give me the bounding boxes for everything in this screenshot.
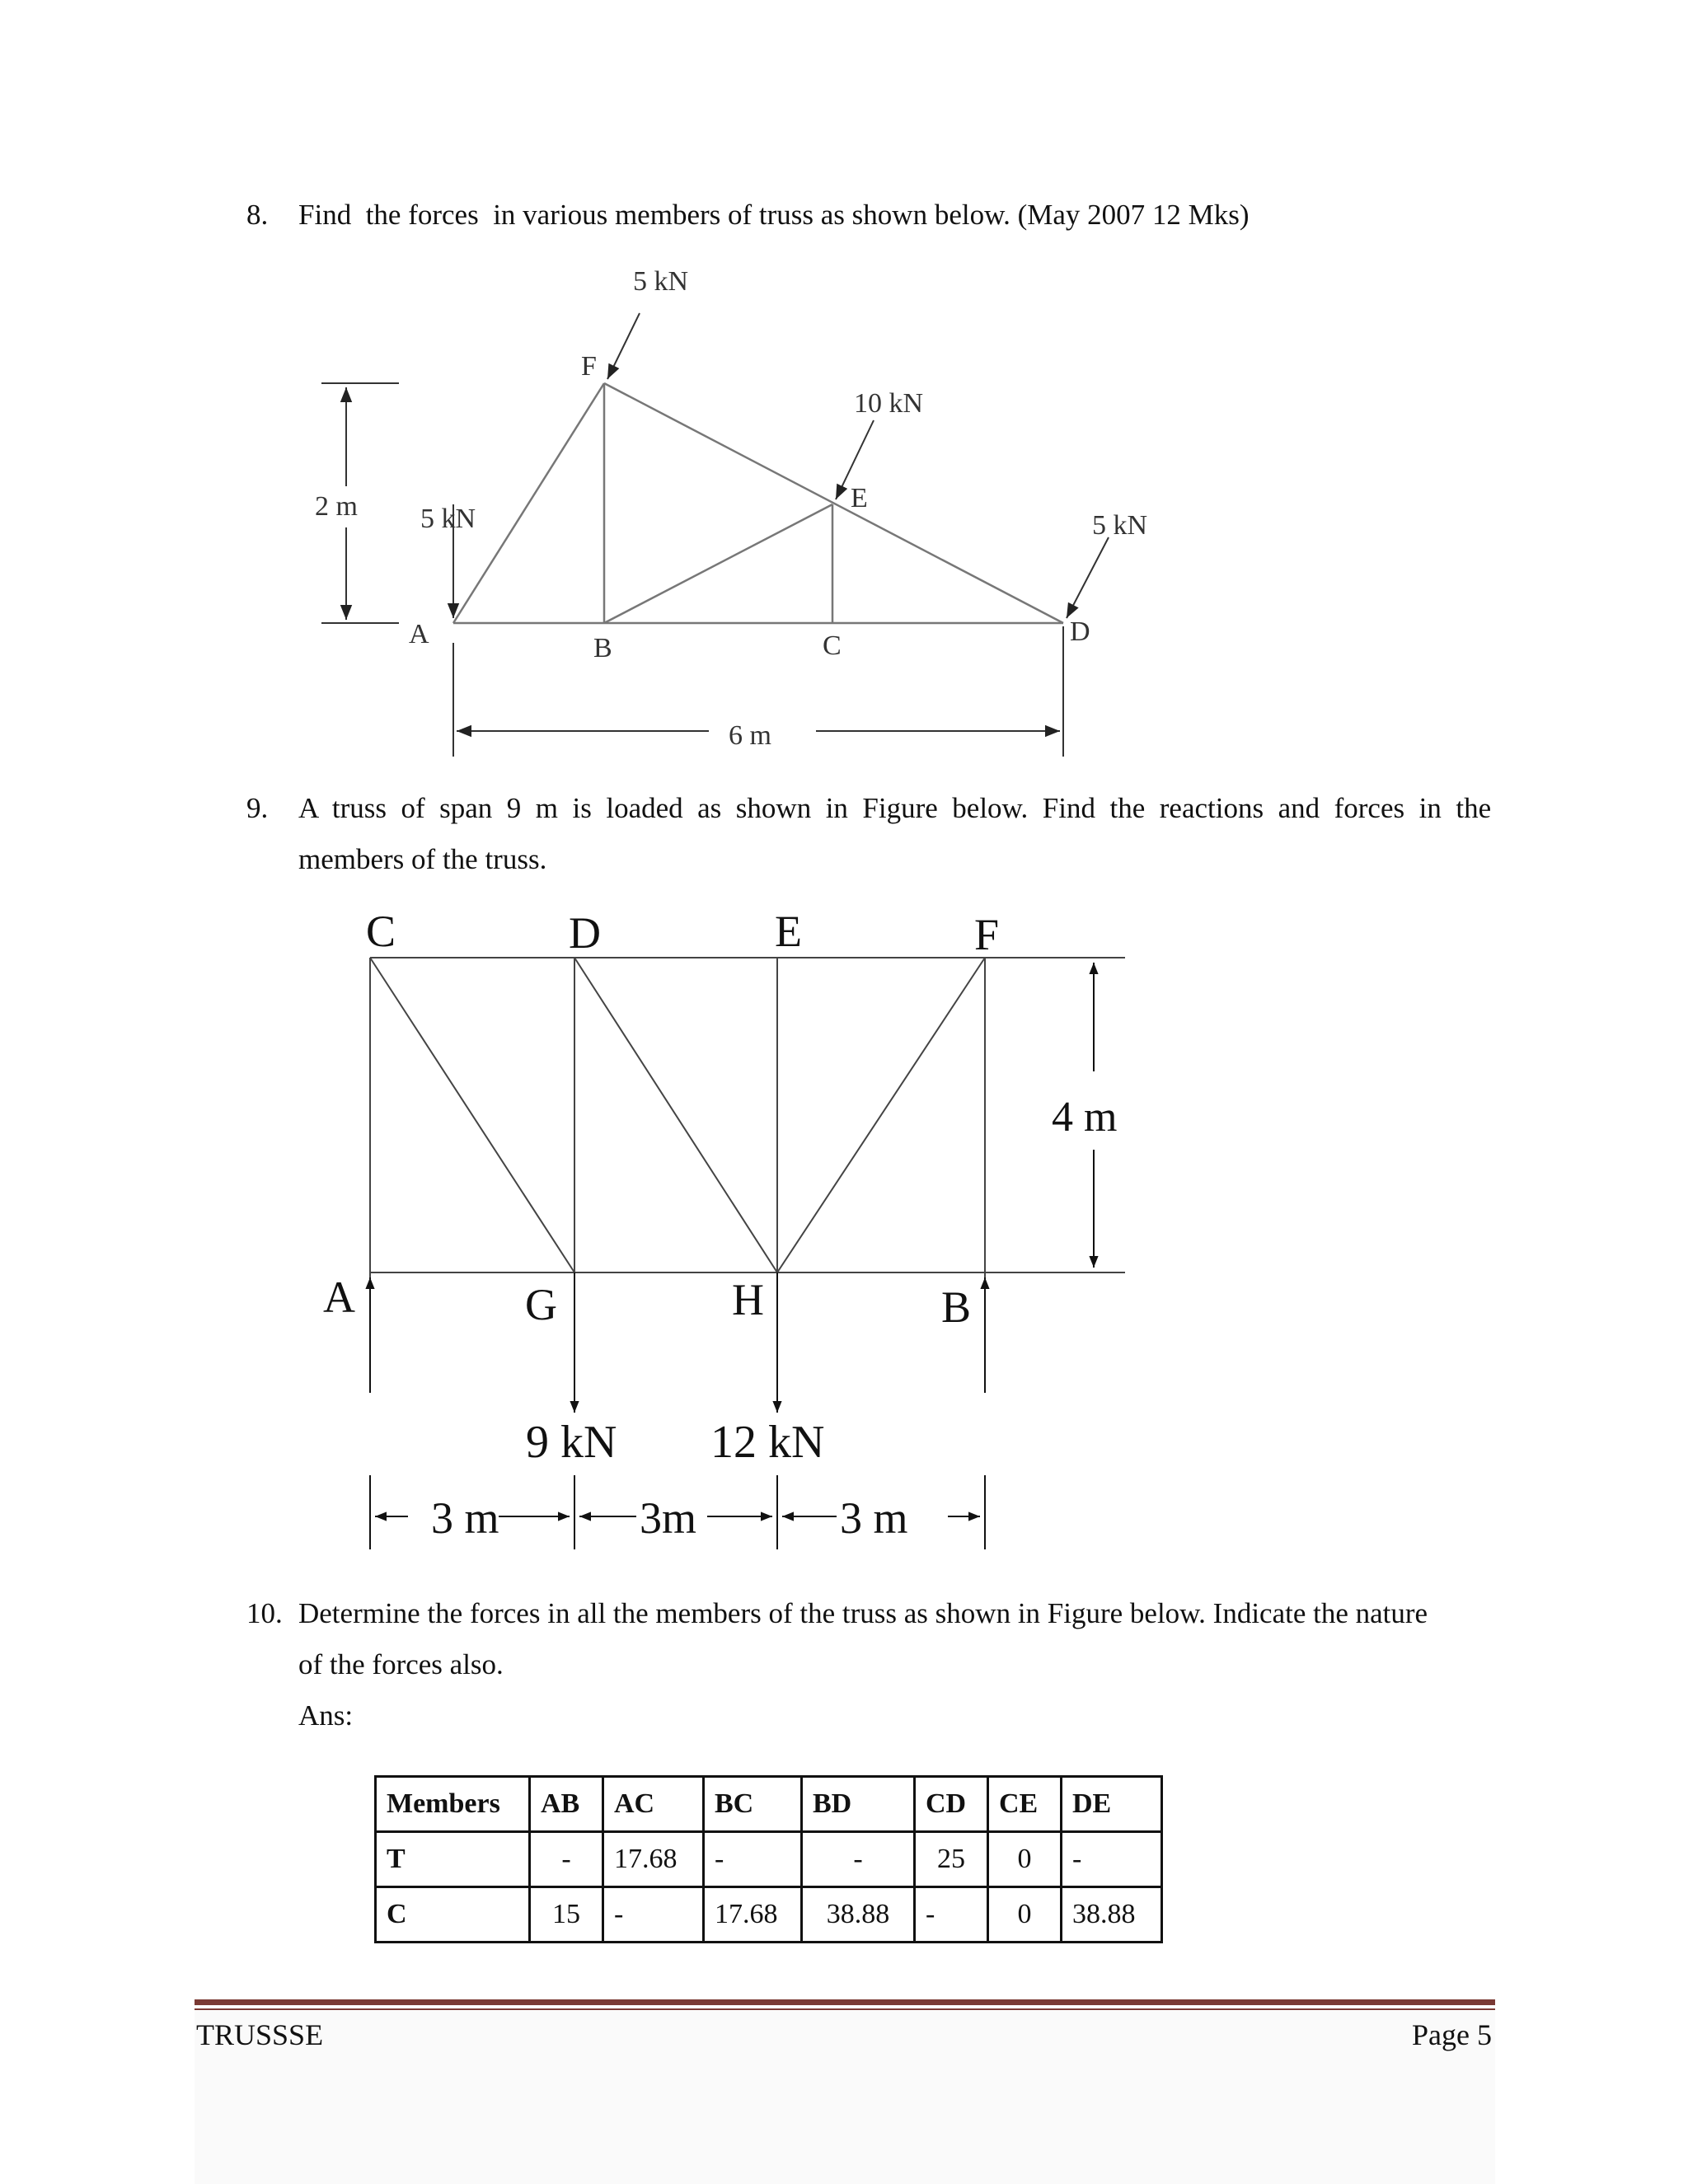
table-cell: 25 [915, 1832, 988, 1887]
table-row-t [376, 1832, 1162, 1887]
table-cell: 0 [988, 1887, 1062, 1943]
table-header-cell: Members [376, 1777, 530, 1832]
footer-rule [195, 1999, 1495, 2005]
table-cell: - [603, 1887, 704, 1943]
load-label-right: 5 kN [1092, 510, 1148, 541]
table-cell: 0 [988, 1832, 1062, 1887]
table-header-cell: AC [603, 1777, 704, 1832]
table-cell: - [704, 1832, 802, 1887]
table-cell: - [1062, 1832, 1162, 1887]
height-dimension-label: 4 m [1052, 1094, 1118, 1141]
load-label-g: 9 kN [526, 1417, 617, 1468]
question-number: 9. [246, 792, 269, 824]
table-cell: T [376, 1832, 530, 1887]
node-label-a: A [409, 619, 429, 649]
height-dimension-label: 2 m [315, 491, 358, 522]
question-text-line-1: Determine the forces in all the members of the truss as shown in Figure below. Indicate the nature [298, 1597, 1428, 1629]
load-arrow-d [1067, 537, 1109, 618]
load-arrow-f [607, 313, 640, 379]
node-label-e: E [775, 907, 802, 956]
table-row-c [376, 1887, 1162, 1943]
table-cell: 17.68 [603, 1832, 704, 1887]
node-label-c: C [823, 630, 842, 661]
member-be [604, 504, 832, 623]
footer-page-number: Page 5 [1412, 2018, 1492, 2051]
table-header-cell: DE [1062, 1777, 1162, 1832]
table-header-cell: BC [704, 1777, 802, 1832]
question-text-line-1: A truss of span 9 m is loaded as shown in Figure below. Find the reactions and forces in the [298, 792, 1492, 824]
question-text: Find the forces in various members of truss as shown below. (May 2007 12 Mks) [298, 199, 1250, 231]
table-cell: 38.88 [802, 1887, 915, 1943]
node-label-e: E [851, 483, 868, 513]
table-cell: 15 [530, 1887, 603, 1943]
footer-background [195, 2011, 1495, 2184]
table-cell: - [802, 1832, 915, 1887]
member-af [453, 383, 604, 623]
table-cell: C [376, 1887, 530, 1943]
node-label-d: D [569, 908, 601, 958]
load-label-e: 10 kN [854, 388, 924, 419]
node-label-f: F [581, 351, 597, 382]
answer-label: Ans: [298, 1699, 354, 1732]
table-header-row [376, 1777, 1162, 1832]
node-label-g: G [525, 1280, 557, 1329]
question-number: 8. [246, 199, 269, 231]
span-label-1: 3 m [431, 1493, 499, 1543]
table-cell: 38.88 [1062, 1887, 1162, 1943]
footer-left-text: TRUSSSE [196, 2018, 324, 2051]
node-label-f: F [974, 910, 1000, 959]
load-label-left: 5 kN [420, 504, 476, 534]
table-header-cell: CD [915, 1777, 988, 1832]
node-label-c: C [366, 907, 396, 956]
node-label-h: H [732, 1275, 764, 1324]
question-10 [246, 1588, 1499, 1741]
question-text-line-2: of the forces also. [298, 1648, 504, 1680]
node-label-b: B [941, 1282, 972, 1332]
answer-table [374, 1775, 1163, 1943]
span-label-2: 3m [640, 1493, 697, 1543]
table-header-cell: CE [988, 1777, 1062, 1832]
node-label-d: D [1070, 616, 1090, 647]
table-header-cell: BD [802, 1777, 915, 1832]
span-label-3: 3 m [840, 1493, 908, 1543]
table-header-cell: AB [530, 1777, 603, 1832]
footer-rule-thin [195, 2008, 1495, 2010]
node-label-b: B [593, 633, 612, 663]
question-9 [246, 783, 1499, 885]
question-number: 10. [246, 1597, 283, 1629]
member-fh [777, 958, 985, 1272]
load-label-top: 5 kN [633, 266, 689, 297]
truss-figure-2 [0, 890, 1688, 1566]
member-cg [370, 958, 574, 1272]
question-text-line-2: members of the truss. [298, 843, 547, 875]
node-label-a: A [323, 1272, 355, 1322]
truss-figure-1 [0, 0, 1688, 783]
load-label-h: 12 kN [710, 1417, 825, 1468]
table-cell: - [915, 1887, 988, 1943]
member-dh [574, 958, 777, 1272]
table-cell: - [530, 1832, 603, 1887]
table-cell: 17.68 [704, 1887, 802, 1943]
span-dimension-label: 6 m [729, 720, 771, 751]
